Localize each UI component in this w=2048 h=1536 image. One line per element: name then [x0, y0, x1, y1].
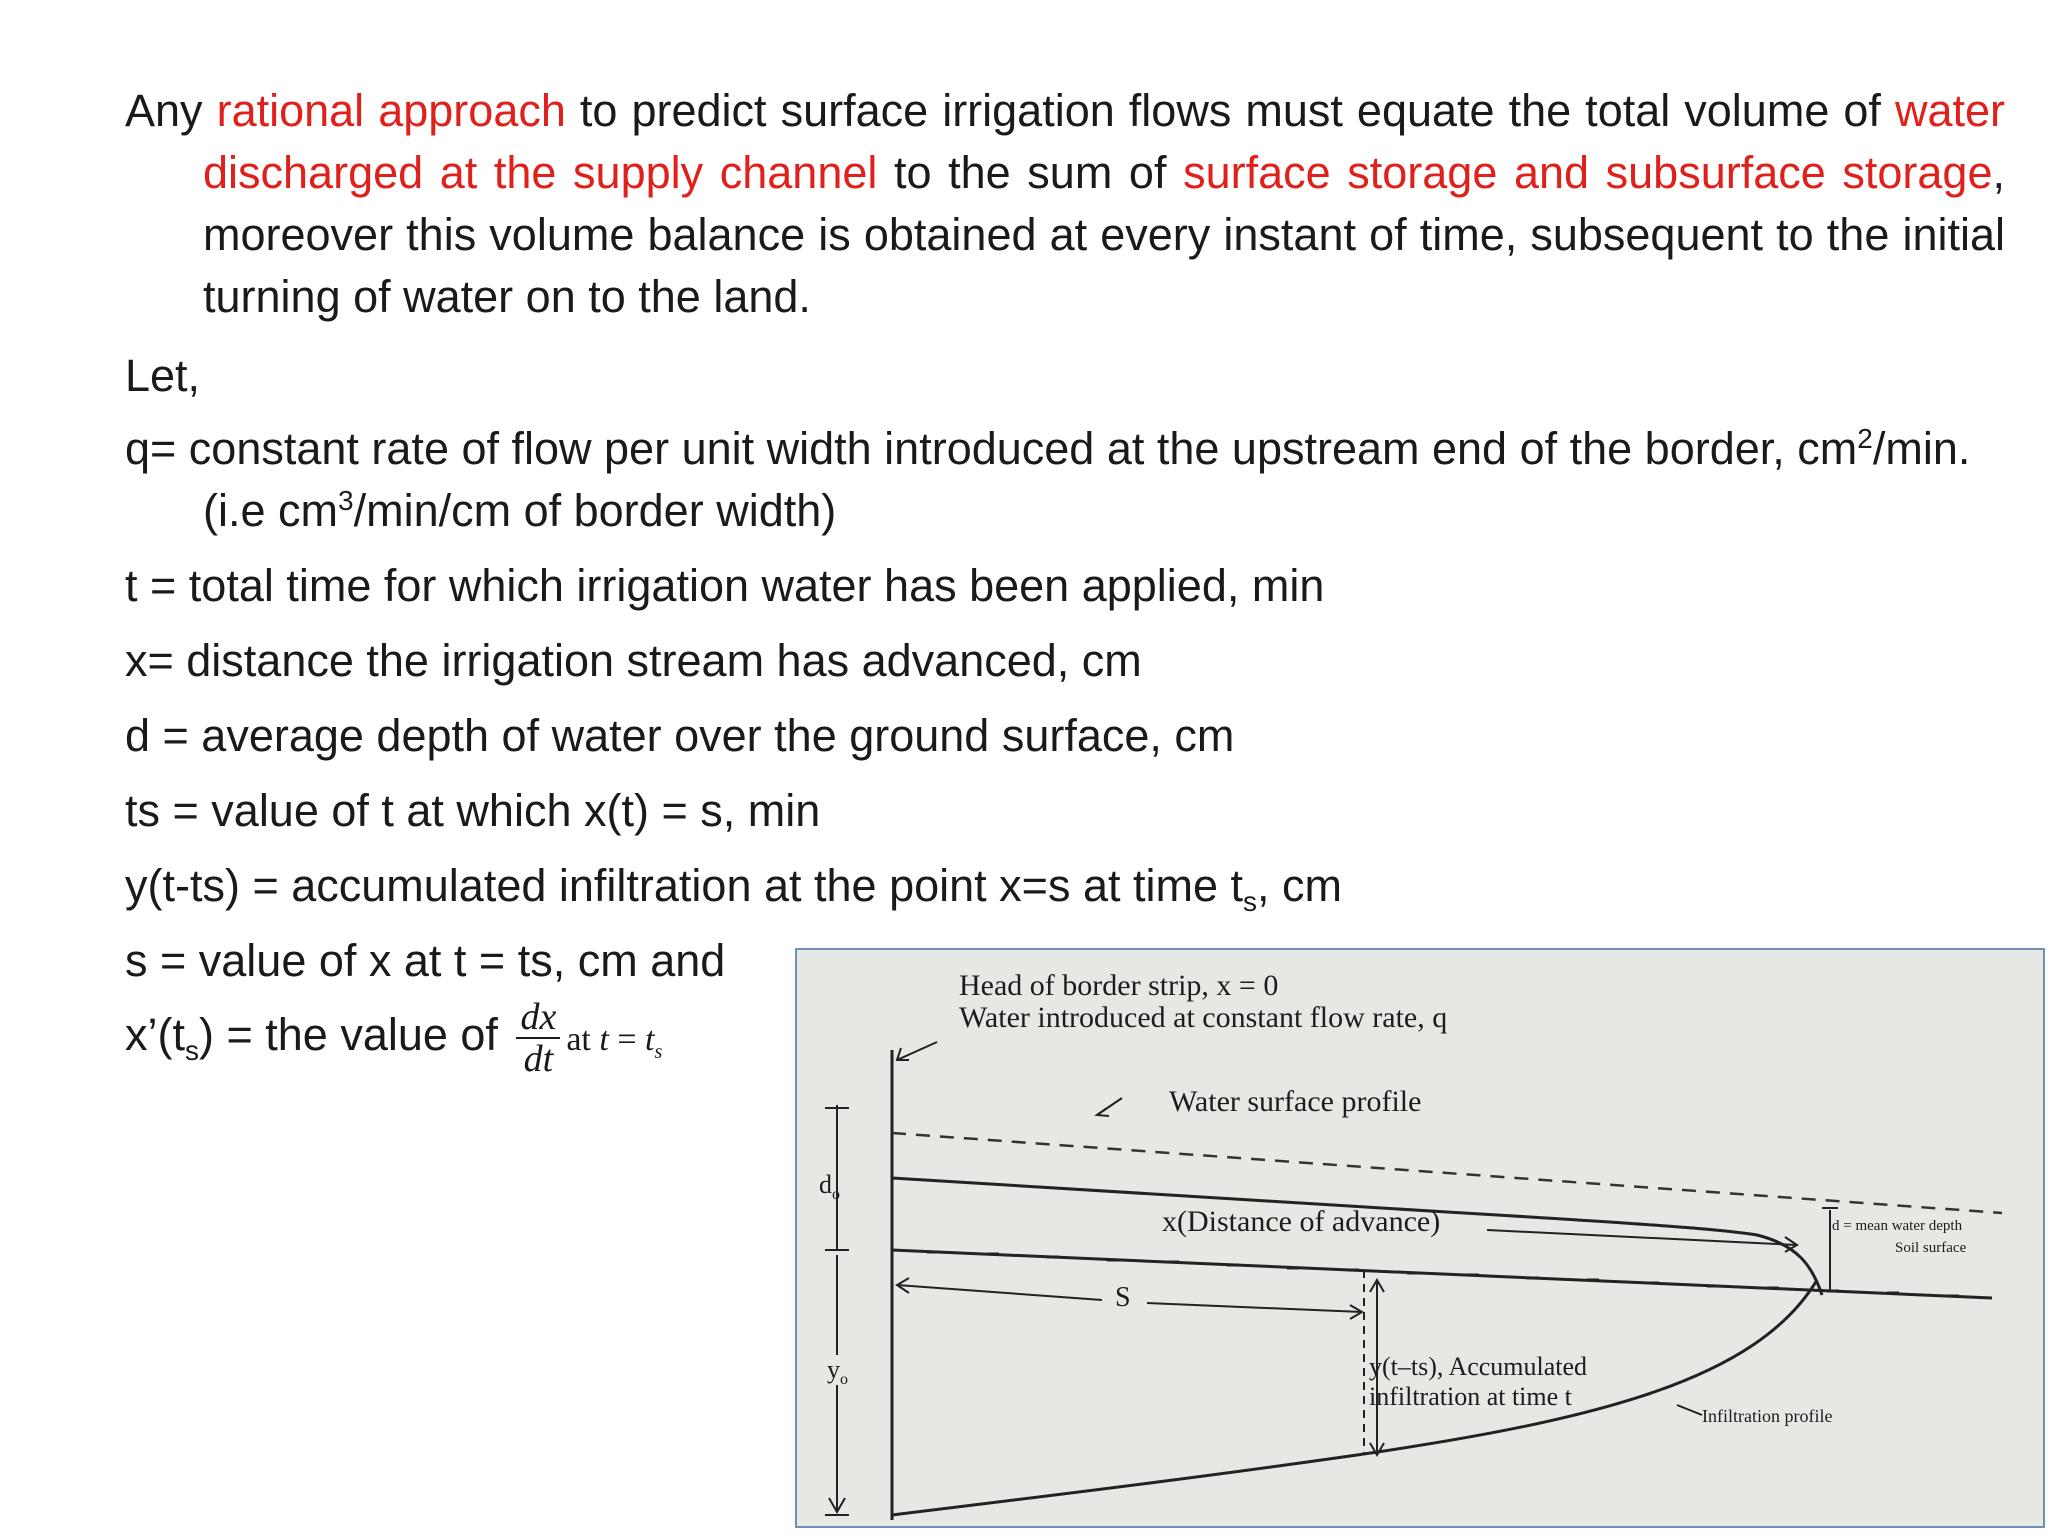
def-s: s = value of x at t = ts, cm and: [125, 935, 726, 986]
highlight-water-discharged: water discharged at the supply channel: [203, 85, 2005, 198]
def-t: t = total time for which irrigation water has been applied, min: [125, 560, 1325, 611]
mean-depth-label: d = mean water depth: [1832, 1218, 1963, 1234]
soil-surface-label: Soil surface: [1895, 1240, 1967, 1256]
border-irrigation-figure: [795, 948, 2045, 1528]
let-label: Let,: [125, 350, 201, 401]
advance-label: x(Distance of advance): [1162, 1205, 1441, 1238]
s-dimension-right: [1147, 1303, 1362, 1312]
y0-label: $y_o$: [827, 1355, 848, 1389]
s-label: S: [1115, 1282, 1131, 1313]
def-ts: ts = value of t at which x(t) = s, min: [125, 785, 821, 836]
highlight-storage: surface storage and subsurface storage: [1183, 147, 1993, 198]
derivative-fraction: $\frac{dx}{dt}$: [516, 997, 560, 1079]
def-d: d = average depth of water over the ground surface, cm: [125, 710, 1235, 761]
water-surface-label: Water surface profile: [1169, 1085, 1422, 1118]
head-label: Head of border strip, x = 0 Water introduced at constant flow rate, q: [959, 969, 1448, 1034]
d0-label: $d_o$: [819, 1170, 840, 1204]
intro-text: to the sum of: [877, 147, 1184, 198]
at-condition: at $t = t_s$: [566, 1021, 663, 1063]
figure-drawing: [797, 950, 2045, 1528]
infiltration-profile-label: Infiltration profile: [1702, 1406, 1833, 1426]
intro-text: Any: [125, 85, 217, 136]
highlight-rational-approach: rational approach: [216, 85, 566, 136]
s-dimension-left: [897, 1285, 1102, 1300]
intro-text: , moreover this volume balance is obtained at every instant of time, subsequent to the initial turning of water on to the land.: [203, 147, 2005, 322]
def-y: y(t-ts) = accumulated infiltration at the point x=s at time $t_s$, cm: [125, 860, 1342, 917]
intro-text: to predict surface irrigation flows must equate the total volume of: [565, 85, 1895, 136]
head-pointer: [897, 1042, 937, 1060]
water-surface-dashed-line: [892, 1133, 2002, 1213]
def-q: q= constant rate of flow per unit width introduced at the upstream end of the border, $cm^2/\min$. (i.e $cm^3/\min/cm$ of border width): [125, 423, 1971, 536]
def-x: x= distance the irrigation stream has advanced, cm: [125, 635, 1142, 686]
accum-infiltration-label: y(t–ts), Accumulated infiltration at time t: [1369, 1352, 1588, 1411]
def-xprime: $x’(t_s)$ = the value of $\frac{dx}{dt}$ at $t = t_s$: [125, 996, 663, 1081]
intro-paragraph: [125, 80, 2005, 328]
advance-arrow: [1487, 1230, 1797, 1245]
